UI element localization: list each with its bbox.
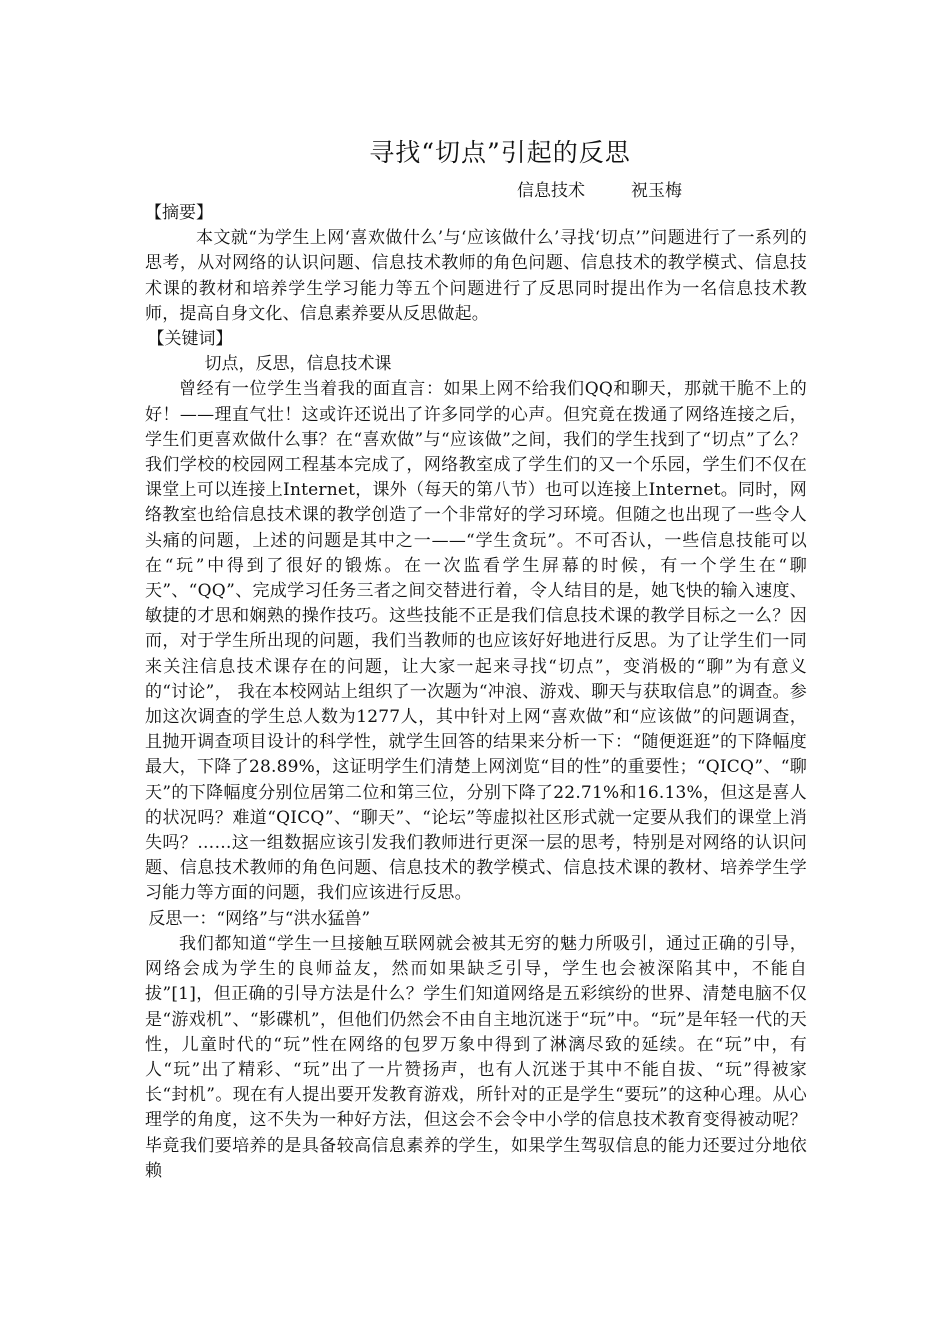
section-heading-reflection-1: 反思一：“网络”与“洪水猛兽”	[148, 908, 371, 929]
byline	[517, 176, 682, 201]
subject-label: 信息技术	[517, 181, 585, 201]
keywords-heading: 【关键词】	[147, 329, 233, 350]
section-1-paragraph: 我们都知道“学生一旦接触互联网就会被其无穷的魅力所吸引，通过正确的引导，网络会成为学生的良师益友，然而如果缺乏引导，学生也会被深陷其中，不能自拔”[1]，但正确的引导方法是什么？学生们知道网络是五彩缤纷的世界、清楚电脑不仅是“游戏机”、“影碟机”，但他们仍然会不由自主地沉迷于“玩”中。“玩”是年轻一代的天性，儿童时代的“玩”性在网络的包罗万象中得到了淋漓尽致的延续。在“玩”中，有人“玩”出了精彩、“玩”出了一片赞扬声，也有人沉迷于其中不能自拔、“玩”得被家长“封机”。现在有人提出要开发教育游戏，所针对的正是学生“要玩”的这种心理。从心理学的角度，这不失为一种好方法，但这会不会令中小学的信息技术教育变得被动呢？毕竟我们要培养的是具备较高信息素养的学生，如果学生驾驭信息的能力还要过分地依赖	[145, 933, 807, 1181]
keywords-text: 切点，反思，信息技术课	[204, 354, 392, 375]
document-body	[145, 201, 807, 1184]
author-name: 祝玉梅	[631, 181, 682, 201]
document-title: 寻找“切点”引起的反思	[369, 138, 631, 167]
abstract-paragraph: 本文就“为学生上网‘喜欢做什么’与‘应该做什么’寻找‘切点’”问题进行了一系列的思考，从对网络的认识问题、信息技术教师的角色问题、信息技术的教学模式、信息技术课的教材和培养学生学习能力等五个问题进行了反思同时提出作为一名信息技术教师，提高自身文化、信息素养要从反思做起。	[145, 228, 807, 324]
intro-paragraph: 曾经有一位学生当着我的面直言：如果上网不给我们QQ和聊天，那就干脆不上的好！——理直气壮！这或许还说出了许多同学的心声。但究竟在拨通了网络连接之后，学生们更喜欢做什么事？在“喜欢做”与“应该做”之间，我们的学生找到了“切点”了么？我们学校的校园网工程基本完成了，网络教室成了学生们的又一个乐园，学生们不仅在课堂上可以连接上Internet，课外（每天的第八节）也可以连接上Internet。同时，网络教室也给信息技术课的教学创造了一个非常好的学习环境。但随之也出现了一些令人头痛的问题，上述的问题是其中之一——“学生贪玩”。不可否认，一些信息技能可以在“玩”中得到了很好的锻炼。在一次监看学生屏幕的时候，有一个学生在“聊天”、“QQ”、完成学习任务三者之间交替进行着，令人结目的是，她飞快的输入速度、敏捷的才思和娴熟的操作技巧。这些技能不正是我们信息技术课的教学目标之一么？因而，对于学生所出现的问题，我们当教师的也应该好好地进行反思。为了让学生们一同来关注信息技术课存在的问题，让大家一起来寻找“切点”，变消极的“聊”为有意义的“讨论”， 我在本校网站上组织了一次题为“冲浪、游戏、聊天与获取信息”的调查。参加这次调查的学生总人数为1277人，其中针对上网“喜欢做”和“应该做”的问题调查，且抛开调查项目设计的科学性，就学生回答的结果来分析一下：“随便逛逛”的下降幅度最大，下降了28.89%，这证明学生们清楚上网浏览“目的性”的重要性；“QICQ”、“聊天”的下降幅度分别位居第二位和第三位，分别下降了22.71%和16.13%，但这是喜人的状况吗？难道“QICQ”、“聊天”、“论坛”等虚拟社区形式就一定要从我们的课堂上消失吗？……这一组数据应该引发我们教师进行更深一层的思考，特别是对网络的认识问题、信息技术教师的角色问题、信息技术的教学模式、信息技术课的教材、培养学生学习能力等方面的问题，我们应该进行反思。	[145, 379, 807, 904]
abstract-heading: 【摘要】	[145, 203, 213, 223]
